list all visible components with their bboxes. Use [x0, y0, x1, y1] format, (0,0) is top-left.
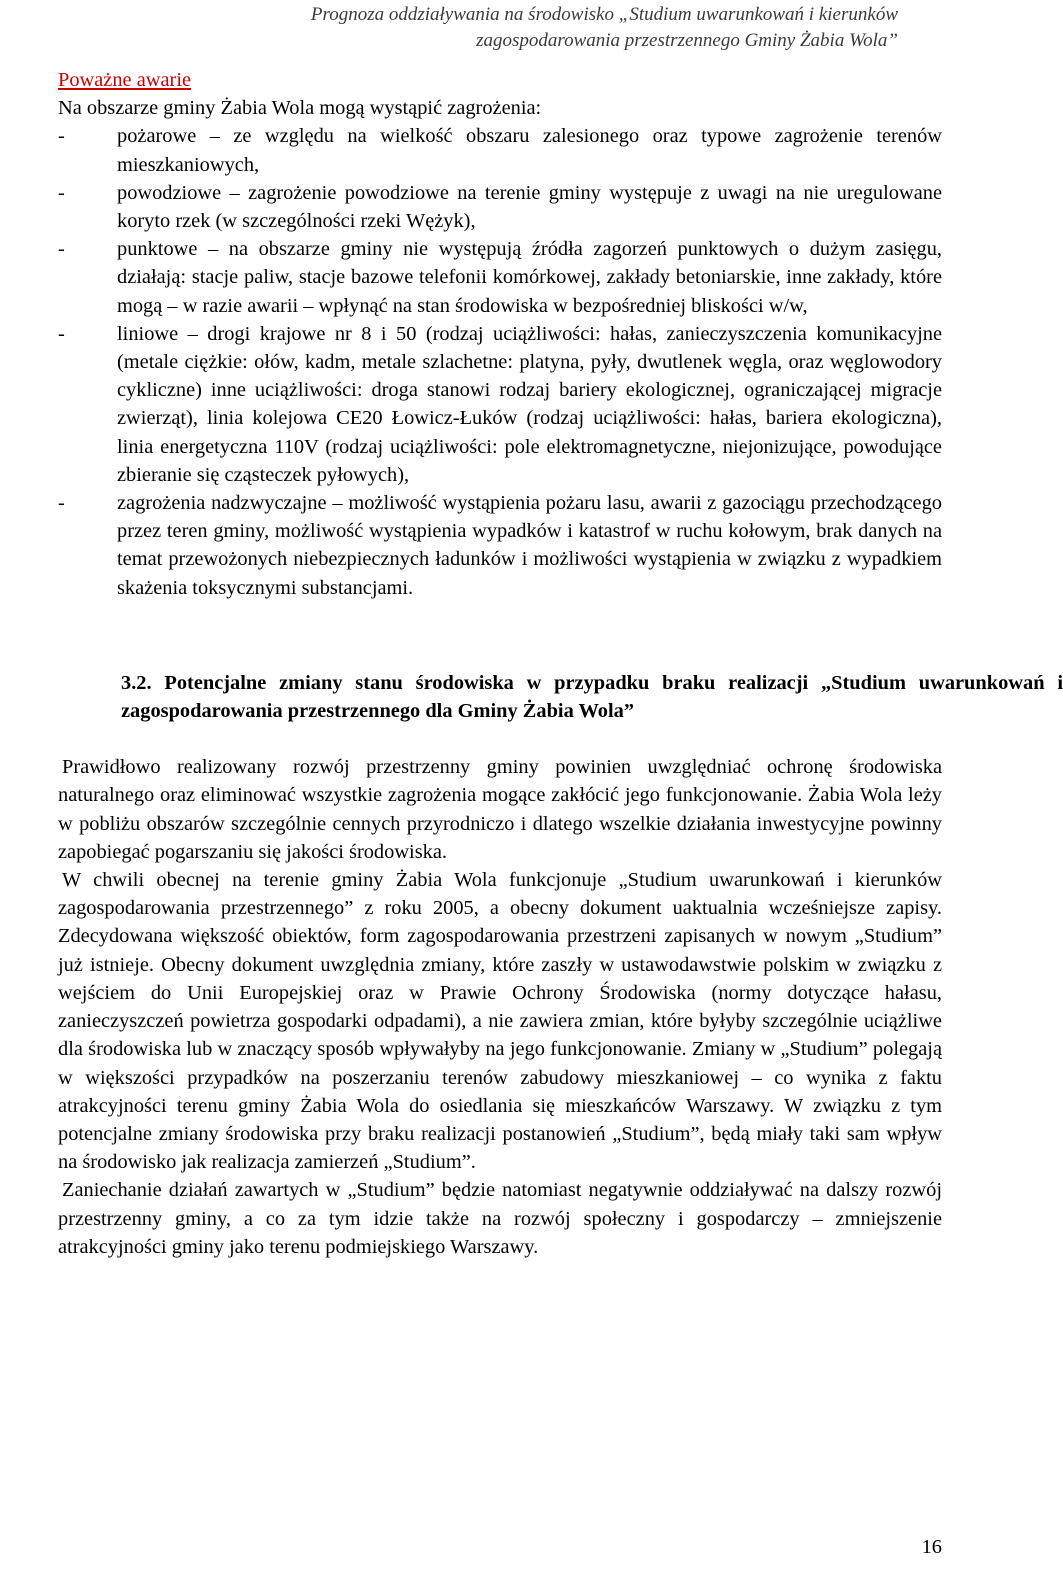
- section-number: 3.2.: [121, 671, 152, 694]
- list-item: - pożarowe – ze względu na wielkość obszaru zalesionego oraz typowe zagrożenie terenów mieszkaniowych,: [58, 122, 942, 178]
- section-title: Potencjalne zmiany stanu środowiska w przypadku braku realizacji „Studium uwarunkowań i zagospodarowania przestrzennego dla Gminy Żabia Wola”: [121, 671, 1063, 723]
- document-header: [178, 2, 898, 54]
- paragraph: W chwili obecnej na terenie gminy Żabia Wola funkcjonuje „Studium uwarunkowań i kierunków zagospodarowania przestrzennego” z roku 2005, a obecny dokument uaktualnia wcześniejsze zapisy. Zdecydowana większość obiektów, form zagospodarowania przestrzeni zapisanych w nowym „Studium” już istnieje. Obecny dokument uwzględnia zmiany, które zaszły w ustawodawstwie polskim w związku z wejściem do Unii Europejskiej oraz w Prawie Ochrony Środowiska (normy dotyczące hałasu, zanieczyszczeń powietrza gospodarki odpadami), a nie zawiera zmian, które byłyby szczególnie uciążliwe dla środowiska lub w znaczący sposób wpływałyby na jego funkcjonowanie. Zmiany w „Studium” polegają w większości przypadków na poszerzaniu terenów zabudowy mieszkaniowej – co wynika z faktu atrakcyjności terenu gminy Żabia Wola do osiedlania się mieszkańców Warszawy. W związku z tym potencjalne zmiany środowiska przy braku realizacji postanowień „Studium”, będą miały taki sam wpływ na środowisko jak realizacja zamierzeń „Studium”.: [58, 869, 942, 1174]
- paragraph: Prawidłowo realizowany rozwój przestrzenny gminy powinien uwzględniać ochronę środowiska naturalnego oraz eliminować wszystkie zagrożenia mogące zakłócić jego funkcjonowanie. Żabia Wola leży w pobliżu obszarów szczególnie cennych przyrodniczo i dlatego wszelkie działania inwestycyjne powinny zapobiegać pogarszaniu się jakości środowiska.: [58, 756, 942, 863]
- list-item: - liniowe – drogi krajowe nr 8 i 50 (rodzaj uciążliwości: hałas, zanieczyszczenia komunikacyjne (metale ciężkie: ołów, kadm, metale szlachetne: platyna, pyły, dwutlenek węgla, oraz węglowodory cykliczne) inne uciążliwości: droga stanowi rodzaj bariery ekologicznej, ograniczającej migracje zwierząt), linia kolejowa CE20 Łowicz-Łuków (rodzaj uciążliwości: hałas, bariera ekologiczna), linia energetyczna 110V (rodzaj uciążliwości: pole elektromagnetyczne, niejonizujące, powodujące zbieranie się cząsteczek pyłowych),: [58, 320, 942, 489]
- hazards-heading: Poważne awarie: [58, 69, 192, 91]
- page-number: 16: [921, 1536, 942, 1558]
- list-item: - zagrożenia nadzwyczajne – możliwość wystąpienia pożaru lasu, awarii z gazociągu przechodzącego przez teren gminy, możliwość wystąpienia wypadków i katastrof w ruchu kołowym, brak danych na temat przewożonych niebezpiecznych ładunków i możliwości wystąpienia w związku z wypadkiem skażenia toksycznymi substancjami.: [58, 489, 942, 602]
- hazards-intro: Na obszarze gminy Żabia Wola mogą wystąpić zagrożenia:: [58, 97, 542, 120]
- paragraph: Zaniechanie działań zawartych w „Studium” będzie natomiast negatywnie oddziaływać na dalszy rozwój przestrzenny gminy, a co za tym idzie także na rozwój społeczny i gospodarczy – zmniejszenie atrakcyjności gminy jako terenu podmiejskiego Warszawy.: [58, 1179, 942, 1258]
- hazards-list: [58, 122, 942, 601]
- header-line-2: zagospodarowania przestrzennego Gminy Żabia Wola”: [476, 30, 898, 51]
- document-body: [58, 66, 1063, 1261]
- list-item: - punktowe – na obszarze gminy nie występują źródła zagorzeń punktowych o dużym zasięgu, działają: stacje paliw, stacje bazowe telefonii komórkowej, zakłady betoniarskie, inne zakłady, które mogą – w razie awarii – wpłynąć na stan środowiska w bezpośredniej bliskości w/w,: [58, 235, 942, 320]
- section-heading: [58, 669, 1063, 725]
- list-item: - powodziowe – zagrożenie powodziowe na terenie gminy występuje z uwagi na nie uregulowane koryto rzek (w szczególności rzeki Wężyk),: [58, 179, 942, 235]
- header-line-1: Prognoza oddziaływania na środowisko „Studium uwarunkowań i kierunków: [310, 4, 898, 25]
